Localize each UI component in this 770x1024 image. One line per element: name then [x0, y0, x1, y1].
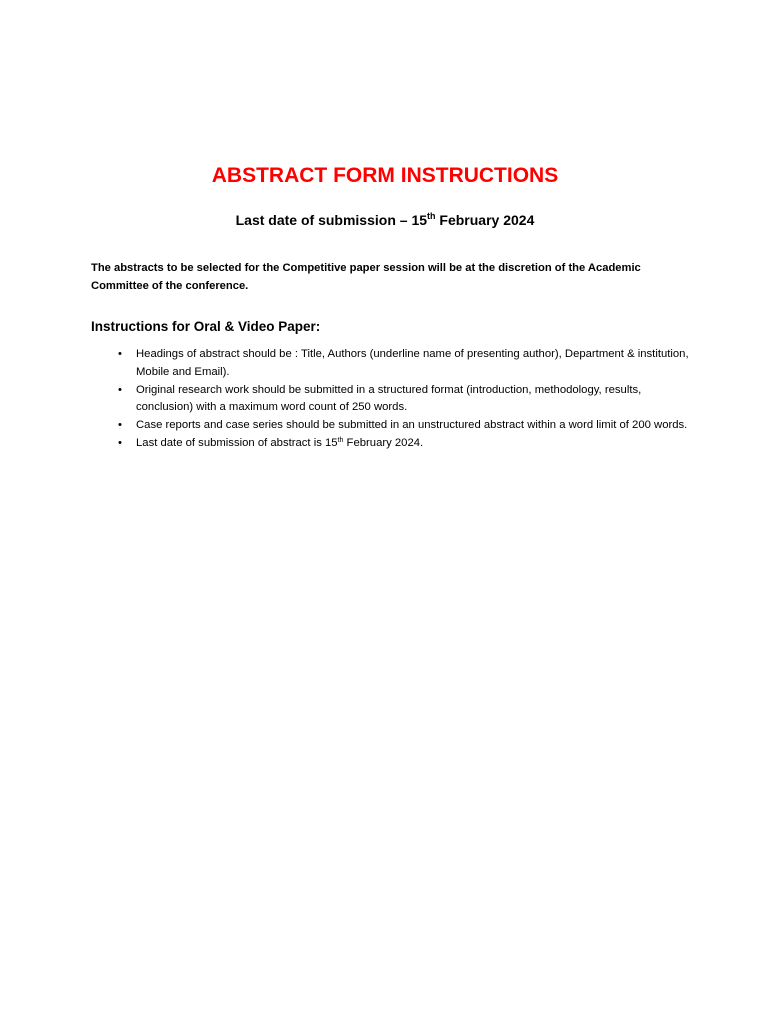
submission-deadline-ordinal: th	[427, 211, 436, 221]
section-heading: Instructions for Oral & Video Paper:	[91, 319, 321, 334]
list-item-text-prefix: Last date of submission of abstract is 15	[136, 436, 338, 449]
instructions-list	[91, 346, 691, 453]
submission-deadline-suffix: February 2024	[435, 212, 535, 228]
bullet-icon: •	[118, 436, 122, 449]
list-item	[91, 346, 691, 382]
list-item	[91, 435, 691, 453]
list-item-text: Original research work should be submitted in a structured format (introduction, methodology, results, conclusion) with a maximum word count of 250 words.	[136, 383, 642, 414]
bullet-icon: •	[118, 419, 122, 432]
bullet-icon: •	[118, 383, 122, 396]
list-item	[91, 382, 691, 418]
bullet-icon: •	[118, 348, 122, 360]
list-item	[91, 417, 691, 435]
intro-paragraph: The abstracts to be selected for the Competitive paper session will be at the discretion of the Academic Committee of the conference.	[91, 262, 641, 292]
list-item-ordinal: th	[337, 436, 344, 444]
list-item-text: Headings of abstract should be : Title, Authors (underline name of presenting author), Department & institution, Mobile and Email).	[136, 348, 689, 378]
submission-deadline	[0, 209, 770, 231]
document-title: ABSTRACT FORM INSTRUCTIONS	[211, 164, 559, 187]
list-item-text-suffix: February 2024.	[343, 436, 424, 449]
list-item-text: Case reports and case series should be submitted in an unstructured abstract within a word limit of 200 words.	[136, 419, 688, 432]
submission-deadline-prefix: Last date of submission – 15	[235, 212, 428, 228]
